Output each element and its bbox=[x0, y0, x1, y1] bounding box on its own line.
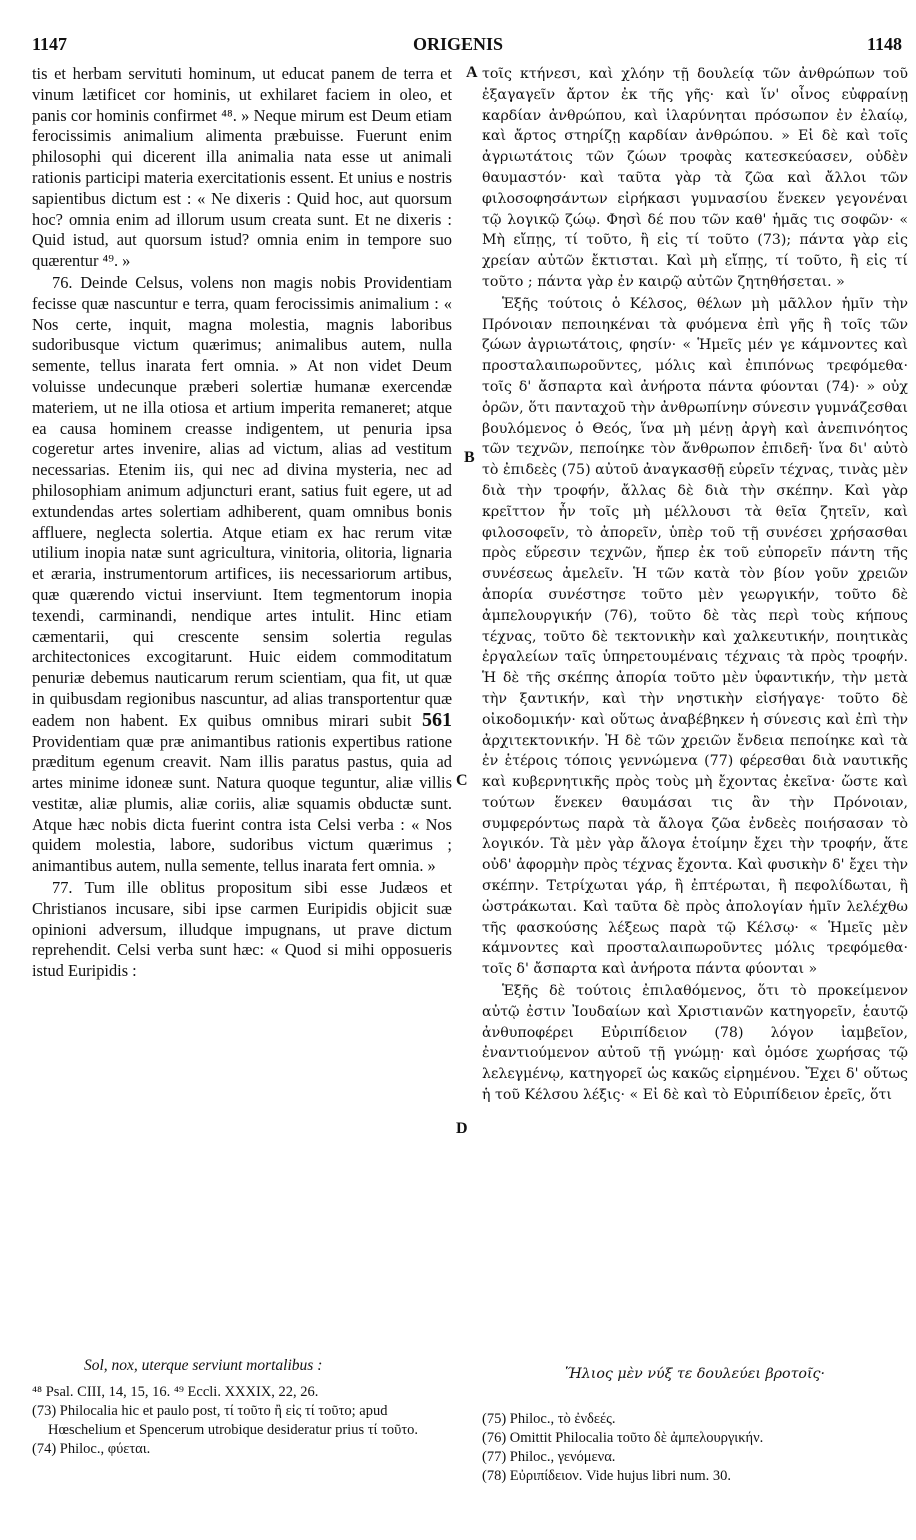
footnotes-right bbox=[482, 1410, 908, 1486]
margin-letter: B bbox=[464, 449, 475, 466]
margin-letter: C bbox=[456, 772, 468, 789]
latin-paragraph bbox=[32, 273, 452, 877]
footnote: (78) Εὐριπίδειον. Vide hujus libri num. 30. bbox=[482, 1468, 731, 1484]
footnote: (77) Philoc., γενόμενα. bbox=[482, 1449, 616, 1465]
page-number-right: 1148 bbox=[866, 34, 902, 54]
margin-letter: D bbox=[456, 1120, 468, 1137]
latin-text: Providentiam quæ præ animantibus rationis expertibus ratione præditum egenum creavit. Nam illis paratus pastus, quia ad artes minime idoneæ sunt. Natura quoque teguntur, aliæ villis vestitæ, aliæ plumis, aliæ coriis, aliæ squamis obductæ sunt. Atque hæc nobis dicta fuerint contra ista Celsi verba : « Nos quidem molestia, labore, sudoribus victum quærimus ; animantibus autem, nulla semente, tellus inarata fert omnia. » bbox=[32, 731, 452, 876]
running-title: ORIGENIS bbox=[412, 34, 504, 54]
greek-paragraph: τοῖς κτήνεσι, καὶ χλόην τῇ δουλείᾳ τῶν ἀνθρώπων τοῦ ἐξαγαγεῖν ἄρτον ἐκ τῆς γῆς· καὶ ἵν' οἶνος εὐφραίνῃ καρδίαν ἀνθρώπου, καὶ ἱλαρύνηται πρόσωπον ἐν ἐλαίῳ, καὶ ἄρτος στηρίζῃ καρδίαν ἀνθρώπου. » Εἰ δὲ καὶ τοῖς ἀγριωτάτοις τῶν ζώων τροφὰς κατεσκεύασεν, οὐδὲν θαυμαστόν· καὶ ταῦτα γὰρ τὰ ζῶα καὶ ἄλλοι τῶν φιλοσοφησάντων εἰρήκασι γυμνασίου ἕνεκεν γεγονέναι τῷ λογικῷ ζώῳ. Φησὶ δέ που τῶν καθ' ἡμᾶς τις σοφῶν· « Μὴ εἴπῃς, τί τοῦτο, ἢ εἰς τί τοῦτο (73); πάντα γὰρ εἰς χρείαν αὐτῶν ἔκτισται. Καὶ μὴ εἴπῃς, τί τοῦτο, ἢ εἰς τί τοῦτο ; πάντα γὰρ ἐν καιρῷ αὐτῶν ζητηθήσεται. » bbox=[482, 66, 908, 290]
footnote: (75) Philoc., τὸ ἐνδεές. bbox=[482, 1411, 616, 1427]
page-number-left: 1147 bbox=[32, 34, 68, 54]
footnote: (73) Philocalia hic et paulo post, τί τοῦτο ἢ εἰς τί τοῦτο; apud Hœschelium et Spencerum utrobique desideratur prius τί τοῦτο. bbox=[32, 1403, 419, 1438]
running-header bbox=[0, 34, 916, 58]
footnote: ⁴⁸ Psal. CIII, 14, 15, 16. ⁴⁹ Eccli. XXXIX, 22, 26. bbox=[32, 1384, 319, 1400]
latin-paragraph: 77. Tum ille oblitus propositum sibi esse Judæos et Christianos incusare, sibi ipse carmen Euripidis objicit suæ opinioni adversum, illudque impugnans, ut prave dictum reprehendit. Celsi verba sunt hæc: « Quod si mihi opposueris istud Euripidis : bbox=[32, 878, 452, 981]
latin-paragraph: tis et herbam servituti hominum, ut educat panem de terra et vinum lætificet cor hominis, ut exhilaret faciem in oleo, et panis cor hominis confirmet ⁴⁸. » Neque mirum est Deum etiam ferocissimis animalium alimenta præbuisse. Fuerunt enim philosophi qui dicerent illa animalia nata esse ut animali rationis participi materia exercitationis essent. Et unius e nostris sapientibus dictum est : « Ne dixeris : Quid hoc, aut quorsum hoc? omnia enim ad illorum usum creata sunt. Et ne dixeris : Quid istud, aut quorsum istud? omnia enim in tempore suo quærentur ⁴⁹. » bbox=[32, 64, 452, 271]
footnotes-left bbox=[32, 1383, 452, 1459]
column-number-marker: 561 bbox=[422, 708, 452, 731]
greek-paragraph: Ἑξῆς τούτοις ὁ Κέλσος, θέλων μὴ μᾶλλον ἡμῖν τὴν Πρόνοιαν πεποιηκέναι τὰ φυόμενα ἐπὶ γῆς ἢ τοῖς τῶν ζώων ἀγριωτάτοις, φησίν· « Ἡμεῖς μέν γε κάμνοντες καὶ προσταλαιπωροῦντες, μόλις καὶ ἐπιπόνως τρεφόμεθα· τοῖς δ' ἄσπαρτα καὶ ἀνήροτα πάντα φύονται (74)· » οὐχ ὁρῶν, ὅτι πανταχοῦ τὴν ἀνθρωπίνην σύνεσιν γυμνάζεσθαι βουλόμενος ὁ Θεός, ἵνα μὴ μένῃ ἀργὴ καὶ ἀνεπινόητος τῶν τεχνῶν, πεποίηκε τὸν ἄνθρωπον ἐπιδεῆ· ἵνα δι' αὐτὸ τὸ ἐπιδεὲς (75) αὐτοῦ ἀναγκασθῇ εὑρεῖν τέχνας, τινὰς μὲν διὰ τὴν τροφήν, ἄλλας δὲ διὰ τὴν σκέπην. Καὶ γὰρ κρεῖττον ἦν τοῖς μὴ μέλλουσι τὰ θεῖα ζητεῖν, καὶ φιλοσοφεῖν, τὸ ἀπορεῖν, ὑπὲρ τοῦ τῇ συνέσει χρήσασθαι πρὸς εὕρεσιν τεχνῶν, ἤπερ ἐκ τοῦ εὐπορεῖν πάντη τῆς συνέσεως ἀμελεῖν. Ἡ τῶν κατὰ τὸν βίον γοῦν χρειῶν ἀπορία συνέστησε τοῦτο μὲν γεωργικήν, τοῦτο δὲ ἀμπελουργικήν (76), τοῦτο δὲ τὰς περὶ τοὺς κήπους τέχνας, τοῦτο δὲ τεκτονικὴν καὶ χαλκευτικήν, ποιητικὰς ἐργαλείων ταῖς ὑπηρετουμέναις τέχναις τὰ πρὸς τροφήν. Ἡ δὲ τῆς σκέπης ἀπορία τοῦτο μὲν ὑφαντικήν, τὴν μετὰ τὴν ξαντικήν, καὶ τὴν νηστικὴν εἰσήγαγε· τοῦτο δὲ οἰκοδομικήν· καὶ οὕτως ἀναβέβηκεν ἡ σύνεσις καὶ ἐπὶ τὴν ἀρχιτεκτονικήν. Ἡ δὲ τῶν χρειῶν ἔνδεια πεποίηκε καὶ τὰ ἐν ἑτέροις τόποις γεννώμενα (77) φέρεσθαι διὰ ναυτικῆς καὶ κυβερνητικῆς πρὸς τοὺς μὴ ἔχοντας ἐκεῖνα· ὥστε καὶ τούτων ἕνεκεν θαυμάσαι τις ἂν τὴν Πρόνοιαν, συμφερόντως παρὰ τὰ ἄλογα ζῶα ἐνδεὲς ποιήσασαν τὸ λογικόν. Τὰ μὲν γὰρ ἄλογα ἑτοίμην ἔχει τὴν τροφήν, ἅτε οὐδ' ἀφορμὴν πρὸς τέχνας ἔχοντα. Καὶ φυσικὴν δ' ἔχει τὴν σκέπην. Τετρίχωται γάρ, ἢ ἐπτέρωται, ἢ πεφολίδωται, ἢ ὠστράκωται. Καὶ ταῦτα δὲ πρὸς ἀπολογίαν ἡμῖν λελέχθω τῆς φασκούσης λέξεως παρὰ τῷ Κέλσῳ· « Ἡμεῖς μὲν κάμνοντες καὶ προσταλαιπωροῦντες μόλις τρεφόμεθα· τοῖς δ' ἄσπαρτα καὶ ἀνήροτα πάντα φύονται » bbox=[482, 295, 908, 978]
verse-quote-latin: Sol, nox, uterque serviunt mortalibus : bbox=[84, 1357, 323, 1374]
greek-column bbox=[482, 64, 908, 1106]
footnote: (74) Philoc., φύεται. bbox=[32, 1441, 151, 1457]
latin-text: 76. Deinde Celsus, volens non magis nobis Providentiam fecisse quæ nascuntur e terra, quam ferocissimis animalium : « Nos certe, inquit, magna molestia, magnis laboribus sudoribusque victum quærimus; animalibus autem, nulla semente, tellus inarata fert omnia. » At non videt Deum voluisse undecunque præberi solertiæ humanæ exercendæ materiem, ut ne illa otiosa et artium imperita remaneret; atque ea causa hominem creasse indigentem, ut penuria ipsa cogeretur artes invenire, alias ad victum, alias ad vestitum necessarias. Etenim iis, qui nec ad divina mysteria, nec ad philosophiam animum adjuncturi erant, satius fuit egere, ut ad extundendas artes solertiam adhiberent, quam omnibus bonis affluere, neglecta solertia. Atque etiam ex hac rerum vitæ utilium inopia natæ sunt agricultura, vinitoria, olitoria, lignaria et æraria, instrumentorum artifices, iis necessariorum artibus, quæ quærendo victui inserviunt. Item tegmentorum inopia texendi, carminandi, nendique artes intulit. Hinc etiam cæmentarii, qui crescente sensim solertia regulas architectonices excogitarunt. Huic eidem commoditatum penuriæ debemus nauticarum rerum scientiam, qua fit, ut quæ in quibusdam regionibus nascuntur, ad alias transportentur quæ eadem non habent. Ex quibus omnibus mirari subit bbox=[32, 272, 452, 730]
latin-column bbox=[32, 64, 452, 982]
verse-quote-greek: Ἥλιος μὲν νύξ τε δουλεύει βροτοῖς· bbox=[565, 1366, 825, 1382]
greek-paragraph: Ἑξῆς δὲ τούτοις ἐπιλαθόμενος, ὅτι τὸ προκείμενον αὐτῷ ἐστιν Ἰουδαίων καὶ Χριστιανῶν κατηγορεῖν, ἑαυτῷ ἀνθυποφέρει Εὐριπίδειον (78) λόγον ἰαμβεῖον, ἐναντιούμενον αὐτοῦ τῇ γνώμῃ· καὶ ὁμόσε χωρήσας τῷ λελεγμένῳ, κατηγορεῖ ὡς κακῶς εἰρημένου. Ἔχει δ' οὕτως ἡ τοῦ Κέλσου λέξις· « Εἰ δὲ καὶ τὸ Εὐριπίδειον ἐρεῖς, ὅτι bbox=[482, 983, 908, 1104]
margin-letter: A bbox=[466, 64, 478, 81]
footnote: (76) Omittit Philocalia τοῦτο δὲ ἀμπελουργικήν. bbox=[482, 1430, 764, 1446]
